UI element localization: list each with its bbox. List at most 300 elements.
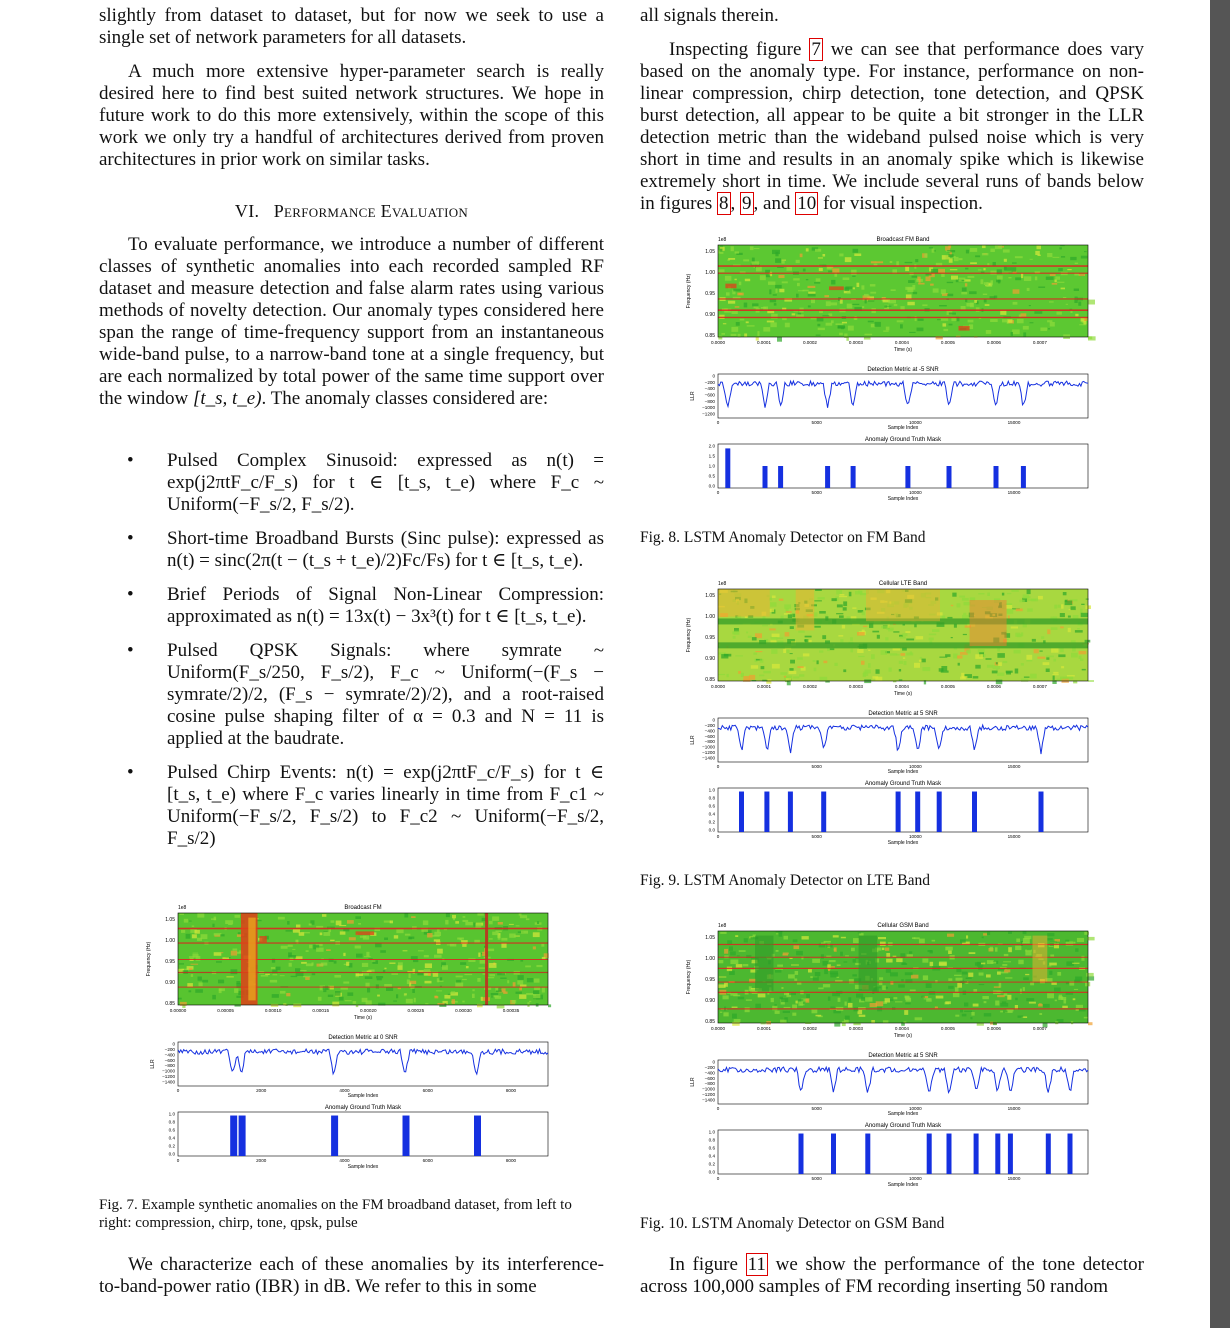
spectrogram-cell xyxy=(296,925,300,928)
sample-tick-label: 4000 xyxy=(339,1088,350,1093)
spectrogram-cell xyxy=(782,260,785,264)
spectrogram-cell xyxy=(1027,288,1030,291)
spectrogram-cell xyxy=(993,1022,997,1025)
spectrogram-cell xyxy=(1063,334,1070,339)
spectrogram-cell xyxy=(393,1001,397,1002)
carrier-band xyxy=(718,642,1088,648)
spectrogram-cell xyxy=(805,636,812,638)
spectrogram-cell xyxy=(914,937,920,939)
llr-tick-label: 0 xyxy=(712,1059,715,1065)
freq-tick-label: 1.00 xyxy=(705,956,715,962)
llr-tick-label: −600 xyxy=(704,392,715,398)
spectrogram-cell xyxy=(996,669,998,670)
spectrogram-cell xyxy=(738,671,741,674)
spectrogram-cell xyxy=(901,979,904,981)
spectrogram-cell xyxy=(817,324,820,327)
spectrogram-cell xyxy=(784,936,789,940)
spectrogram-cell xyxy=(1074,989,1078,990)
mask-pulse-bar xyxy=(974,1134,979,1174)
spectrogram-cell xyxy=(376,976,383,978)
spectrogram-cell xyxy=(1054,988,1061,992)
time-tick-label: 0.00010 xyxy=(264,1008,282,1013)
spectrogram-cell xyxy=(519,994,526,999)
anomaly-patch xyxy=(725,284,736,289)
time-tick-label: 0.0004 xyxy=(894,340,909,345)
spectrogram-cell xyxy=(312,973,316,975)
spectrogram-cell xyxy=(218,980,224,984)
spectrogram-cell xyxy=(962,280,965,281)
time-tick-label: 0.0003 xyxy=(848,1026,863,1031)
spectrogram-cell xyxy=(832,598,837,601)
sample-tick-label: 0 xyxy=(716,490,720,495)
spectrogram-cell xyxy=(1035,251,1040,255)
evaluation-text-end: . The anomaly classes considered are: xyxy=(261,388,549,409)
spectrogram-cell xyxy=(773,294,777,296)
spectrogram-cell xyxy=(763,327,770,332)
spectrogram-cell xyxy=(962,1014,967,1017)
freq-tick-label: 0.90 xyxy=(705,656,715,662)
spectrogram-cell xyxy=(799,674,804,677)
spectrogram-cell xyxy=(948,254,953,257)
spectrogram-cell xyxy=(962,972,968,975)
spectrogram-cell xyxy=(777,267,784,268)
list-item xyxy=(99,528,604,572)
spectrogram-cell xyxy=(997,653,1005,658)
sample-tick-label: 5000 xyxy=(811,1106,822,1111)
sample-tick-label: 5000 xyxy=(811,490,822,495)
spectrogram-cell xyxy=(1076,1005,1083,1008)
spectrogram-cell xyxy=(922,659,926,663)
spectrogram-cell xyxy=(960,939,966,942)
spectrogram-cell xyxy=(783,649,786,653)
mask-pulse-bar xyxy=(739,792,744,832)
spectrogram-cell xyxy=(992,671,998,674)
spectrogram-cell xyxy=(477,1004,483,1007)
spectrogram-cell xyxy=(1075,314,1078,317)
spectrogram-cell xyxy=(735,251,739,253)
spectrogram-cell xyxy=(893,648,901,651)
spectrogram-cell xyxy=(178,998,182,1000)
spectrogram-cell xyxy=(391,973,398,975)
spectrogram-cell xyxy=(181,930,185,933)
spectrogram-cell xyxy=(1049,965,1052,966)
spectrogram-cell xyxy=(895,1001,902,1002)
spectrogram-cell xyxy=(1015,946,1021,950)
spectrogram-cell xyxy=(910,990,916,992)
evaluation-paragraph xyxy=(99,234,604,410)
spectrogram-cell xyxy=(436,990,442,991)
spectrogram-cell xyxy=(272,994,279,998)
spectrogram-cell xyxy=(303,976,310,978)
spectrogram-cell xyxy=(367,988,370,993)
spectrogram-cell xyxy=(837,977,840,978)
spectrogram-cell xyxy=(903,657,905,659)
spectrogram-cell xyxy=(452,999,455,1004)
spectrogram-cell xyxy=(776,950,779,952)
mask-pulse-bar xyxy=(937,792,942,832)
spectrogram-cell xyxy=(231,969,238,974)
sample-tick-label: 8000 xyxy=(505,1088,517,1093)
spectrogram-cell xyxy=(983,268,985,270)
spectrogram-cell xyxy=(808,294,816,297)
spectrogram-cell xyxy=(969,952,976,954)
spectrogram-cell xyxy=(851,948,855,952)
spectrogram-cell xyxy=(792,1013,796,1016)
spectrogram-cell xyxy=(304,932,310,933)
fig10-caption: Fig. 10. LSTM Anomaly Detector on GSM Band xyxy=(640,1215,945,1232)
spectrogram-cell xyxy=(518,975,524,980)
spectrogram-cell xyxy=(793,676,799,678)
spectrogram-cell xyxy=(434,939,440,941)
spectrogram-cell xyxy=(1008,932,1012,934)
spectrogram-cell xyxy=(886,969,891,973)
spectrogram-cell xyxy=(953,654,958,659)
spectrogram-cell xyxy=(1037,657,1045,659)
spectrogram-cell xyxy=(792,1005,797,1009)
spectrogram-cell xyxy=(865,299,867,303)
spectrogram-cell xyxy=(396,994,398,998)
time-tick-label: 0.0006 xyxy=(986,340,1001,345)
spectrogram-cell xyxy=(1084,1017,1088,1019)
inspection-text: Inspecting figure xyxy=(669,39,810,60)
sample-tick-label: 0 xyxy=(716,420,720,425)
spectrogram-cell xyxy=(947,617,952,619)
bullet-label: Pulsed QPSK Signals: xyxy=(167,640,392,661)
spectrogram-cell xyxy=(187,983,193,987)
spectrogram-cell xyxy=(990,271,996,275)
spectrogram-cell xyxy=(1075,297,1078,299)
spectrogram-cell xyxy=(822,315,829,316)
spectrogram-cell xyxy=(743,964,749,966)
llr-tick-label: −200 xyxy=(704,722,715,728)
spectrogram-cell xyxy=(489,921,493,925)
mask-tick-label: 0.0 xyxy=(708,1169,715,1175)
spectrogram-cell xyxy=(1070,257,1076,260)
spectrogram-cell xyxy=(960,1010,963,1013)
spectrogram-cell xyxy=(961,306,966,310)
llr-tick-label: −800 xyxy=(704,398,715,404)
spectrogram-cell xyxy=(885,948,889,951)
freq-tick-label: 1.05 xyxy=(705,935,715,941)
spectrogram-cell xyxy=(331,920,335,923)
sample-tick-label: 15000 xyxy=(1007,490,1021,495)
freq-tick-label: 0.85 xyxy=(705,1019,715,1025)
spectrogram-cell xyxy=(437,978,439,982)
spectrogram-cell xyxy=(1018,1016,1024,1018)
spectrogram-cell xyxy=(1046,657,1049,660)
spectrogram-cell xyxy=(1011,590,1018,592)
spectrogram-cell xyxy=(983,933,987,935)
spectrogram-cell xyxy=(932,940,936,942)
sample-axis-label: Sample Index xyxy=(887,425,919,431)
mask-pulse-bar xyxy=(825,466,830,488)
freq-tick-label: 0.90 xyxy=(705,312,715,318)
spectrogram-cell xyxy=(806,248,809,251)
spectrogram-cell xyxy=(1071,653,1078,658)
spectrogram-cell xyxy=(463,920,469,922)
mask-tick-label: 0.6 xyxy=(708,1145,715,1151)
spectrogram-cell xyxy=(812,959,820,963)
spectrogram-cell xyxy=(468,958,475,962)
spectrogram-cell xyxy=(998,662,1002,666)
spectrogram-cell xyxy=(978,593,984,594)
spectrogram-cell xyxy=(851,270,857,275)
spectrogram-cell xyxy=(859,1015,866,1017)
spectrogram-cell xyxy=(906,998,912,1002)
spectrogram-cell xyxy=(466,966,469,968)
spectrogram-cell xyxy=(346,962,349,966)
spectrogram-cell xyxy=(1079,274,1085,276)
spectrogram-cell xyxy=(751,665,758,669)
spectrogram-cell xyxy=(733,636,736,639)
carrier-band xyxy=(178,987,548,988)
spectrogram-cell xyxy=(739,950,746,952)
llr-tick-label: −400 xyxy=(704,1070,715,1076)
spectrogram-cell xyxy=(981,279,984,284)
spectrogram-cell xyxy=(882,985,886,990)
spectrogram-cell xyxy=(979,973,984,976)
spectrogram-cell xyxy=(982,246,986,249)
spectrogram-cell xyxy=(1086,973,1094,977)
time-tick-label: 0.0000 xyxy=(710,340,726,345)
spectrogram-cell xyxy=(881,626,888,628)
spectrogram-cell xyxy=(789,668,793,671)
spectrogram-cell xyxy=(477,913,483,916)
llr-tick-label: −200 xyxy=(164,1046,175,1052)
spectrogram-cell xyxy=(814,600,822,601)
spectrogram-cell xyxy=(995,245,1002,249)
figure-ref-7[interactable]: 7 xyxy=(811,39,821,60)
spectrogram-cell xyxy=(435,996,439,998)
spectrogram-cell xyxy=(384,938,388,941)
spectrogram-cell xyxy=(948,986,954,989)
mask-tick-label: 0.2 xyxy=(708,1161,715,1167)
spectrogram-cell xyxy=(1000,1003,1008,1007)
spectrogram-cell xyxy=(1073,998,1076,1000)
spectrogram-cell xyxy=(212,995,216,1000)
spectrogram-cell xyxy=(986,658,992,660)
mask-pulse-bar xyxy=(821,792,826,832)
mask-tick-label: 0.6 xyxy=(168,1127,175,1133)
section-heading xyxy=(99,201,604,222)
spectrogram-cell xyxy=(813,976,819,980)
spectrogram-cell xyxy=(1030,259,1033,260)
anomaly-patch xyxy=(796,589,815,630)
spectrogram-cell xyxy=(966,935,968,938)
fig10-figure xyxy=(680,918,1100,1193)
freq-axis-label: Frequency (Hz) xyxy=(686,273,692,309)
spectrogram-cell xyxy=(777,337,782,342)
time-tick-label: 0.0007 xyxy=(1032,1026,1047,1031)
spectrogram-cell xyxy=(886,306,891,307)
spectrogram-cell xyxy=(291,976,298,977)
mask-title: Anomaly Ground Truth Mask xyxy=(864,437,942,443)
spectrogram-cell xyxy=(1003,249,1010,252)
spectrogram-cell xyxy=(1012,267,1017,272)
spectrogram-cell xyxy=(780,1020,787,1024)
mask-pulse-bar xyxy=(1021,466,1026,488)
spectrogram-cell xyxy=(220,934,224,936)
spectrogram-cell xyxy=(390,921,393,924)
spectrogram-cell xyxy=(492,916,499,921)
time-axis-label: Time (s) xyxy=(893,691,913,697)
mask-pulse-bar xyxy=(851,466,856,488)
spectrogram-cell xyxy=(802,936,809,939)
figure-ref-10[interactable]: 10 xyxy=(797,193,817,214)
spectrogram-cell xyxy=(1026,998,1034,1001)
spectrogram-cell xyxy=(1080,609,1083,614)
spectrogram-cell xyxy=(781,987,783,988)
spectrogram-cell xyxy=(1048,328,1050,329)
spectrogram-cell xyxy=(921,996,924,998)
spectrogram-cell xyxy=(852,607,856,609)
spectrogram-cell xyxy=(1008,277,1011,278)
spectrogram-cell xyxy=(336,921,342,926)
spectrogram-cell xyxy=(929,247,933,248)
spectrogram-cell xyxy=(306,963,313,966)
spectrogram-cell xyxy=(1061,604,1064,608)
mask-tick-label: 0.2 xyxy=(708,819,715,825)
spectrogram-cell xyxy=(1011,626,1018,628)
mask-tick-label: 0.8 xyxy=(708,1137,715,1143)
spectrogram-cell xyxy=(746,999,752,1000)
detection-frame xyxy=(718,1060,1088,1104)
spectrogram-cell xyxy=(1055,939,1061,942)
spectrogram-cell xyxy=(271,967,275,969)
spectrogram-cell xyxy=(839,254,843,257)
figure-ref-9[interactable]: 9 xyxy=(742,193,752,214)
spectrogram-cell xyxy=(1054,605,1057,609)
spectrogram-cell xyxy=(755,651,762,652)
anomaly-patch xyxy=(356,931,375,935)
spectrogram-cell xyxy=(1021,663,1024,666)
spectrogram-cell xyxy=(789,671,797,674)
spectrogram-cell xyxy=(434,932,441,936)
spectrogram-cell xyxy=(840,952,843,956)
spectrogram-cell xyxy=(853,287,855,289)
anomaly-patch xyxy=(718,589,770,617)
spectrogram-cell xyxy=(744,303,748,308)
spectrogram-cell xyxy=(517,980,523,984)
spectrogram-cell xyxy=(1023,931,1027,934)
mask-pulse-bar xyxy=(915,792,920,832)
sample-tick-label: 2000 xyxy=(256,1088,267,1093)
spectrogram-cell xyxy=(798,631,804,633)
spectrogram-cell xyxy=(1013,289,1020,294)
llr-tick-label: −400 xyxy=(164,1052,175,1058)
bullet-text: expressed as n(t) = exp(j2πtF_c/F_s) for t ∈ [t_s, t_e) where F_c ~ Uniform(−F_s/2, F_s/2). xyxy=(167,450,604,515)
spectrogram-cell xyxy=(309,945,312,949)
spectrogram-cell xyxy=(405,934,411,936)
spectrogram-cell xyxy=(1023,594,1029,598)
figure-ref-8[interactable]: 8 xyxy=(719,193,729,214)
mask-pulse-bar xyxy=(239,1116,246,1156)
spectrogram-cell xyxy=(1046,277,1054,280)
spectrogram-cell xyxy=(1075,948,1078,952)
spectrogram-cell xyxy=(929,634,936,636)
spectrogram-cell xyxy=(192,934,197,938)
spectrogram-cell xyxy=(752,261,760,265)
spectrogram-cell xyxy=(1073,942,1075,944)
spectrogram-cell xyxy=(1049,963,1057,966)
spectrogram-cell xyxy=(1081,256,1088,259)
llr-tick-label: −600 xyxy=(704,733,715,739)
spectrogram-cell xyxy=(414,998,416,1003)
spectrogram-cell xyxy=(723,995,729,999)
llr-tick-label: −1000 xyxy=(702,405,715,411)
spectrogram-cell xyxy=(718,984,726,988)
spectrogram-cell xyxy=(319,964,323,966)
spectrogram-cell xyxy=(326,949,331,951)
spectrogram-cell xyxy=(1015,998,1018,1001)
sample-tick-label: 0 xyxy=(716,1176,720,1181)
spectrogram-cell xyxy=(984,299,987,302)
spectrogram-cell xyxy=(455,983,463,987)
spectrogram-cell xyxy=(289,955,297,958)
mask-title: Anomaly Ground Truth Mask xyxy=(864,781,942,787)
spectrogram-cell xyxy=(805,639,809,642)
mask-tick-label: 0.2 xyxy=(168,1143,175,1149)
spectrogram-cell xyxy=(745,1007,750,1012)
mask-pulse-bar xyxy=(788,792,793,832)
spectrogram-cell xyxy=(858,932,861,933)
spectrogram-cell xyxy=(902,962,905,964)
spectrogram-cell xyxy=(865,334,873,336)
spectrogram-cell xyxy=(899,669,901,672)
mask-pulse-bar xyxy=(994,466,999,488)
spectrogram-cell xyxy=(1077,938,1084,942)
spectrogram-cell xyxy=(939,305,947,306)
spectrogram-cell xyxy=(816,1015,822,1017)
bullet-label: Brief Periods of Signal Non-Linear Compression: xyxy=(167,584,604,605)
spectrogram-cell xyxy=(900,324,903,328)
freq-tick-label: 0.90 xyxy=(705,998,715,1004)
spectrogram-cell xyxy=(870,284,876,286)
spectrogram-cell xyxy=(909,332,916,333)
spectrogram-cell xyxy=(816,278,821,281)
freq-tick-label: 0.95 xyxy=(165,959,175,965)
spectrogram-cell xyxy=(366,1000,372,1005)
spectrogram-cell xyxy=(868,663,871,668)
spectrogram-cell xyxy=(360,936,366,938)
spectrogram-cell xyxy=(1073,615,1079,619)
spectrogram-cell xyxy=(783,1011,790,1013)
spectrogram-cell xyxy=(781,998,788,1002)
spectrogram-cell xyxy=(489,938,493,940)
spectrogram-cell xyxy=(794,979,797,981)
spectrogram-cell xyxy=(962,598,969,601)
spectrogram-cell xyxy=(1071,1021,1073,1024)
spectrogram-cell xyxy=(749,675,755,680)
spectrogram-cell xyxy=(384,984,392,987)
spectrogram-cell xyxy=(734,631,740,635)
spectrogram-cell xyxy=(736,964,743,967)
spectrogram-cell xyxy=(788,614,792,618)
spectrogram-cell xyxy=(998,280,1000,284)
spectrogram-cell xyxy=(966,978,972,980)
freq-tick-label: 1.00 xyxy=(705,614,715,620)
spectrogram-cell xyxy=(334,961,337,964)
spectrogram-cell xyxy=(1085,640,1091,643)
spectrogram-cell xyxy=(996,662,998,664)
spectrogram-cell xyxy=(221,952,224,953)
spectrogram-cell xyxy=(845,955,849,956)
spectrogram-cell xyxy=(926,277,931,282)
spectrogram-cell xyxy=(818,257,823,258)
figure-ref-11[interactable]: 11 xyxy=(747,1254,766,1275)
spectrogram-cell xyxy=(1015,256,1023,258)
spectrogram-cell xyxy=(905,972,913,975)
